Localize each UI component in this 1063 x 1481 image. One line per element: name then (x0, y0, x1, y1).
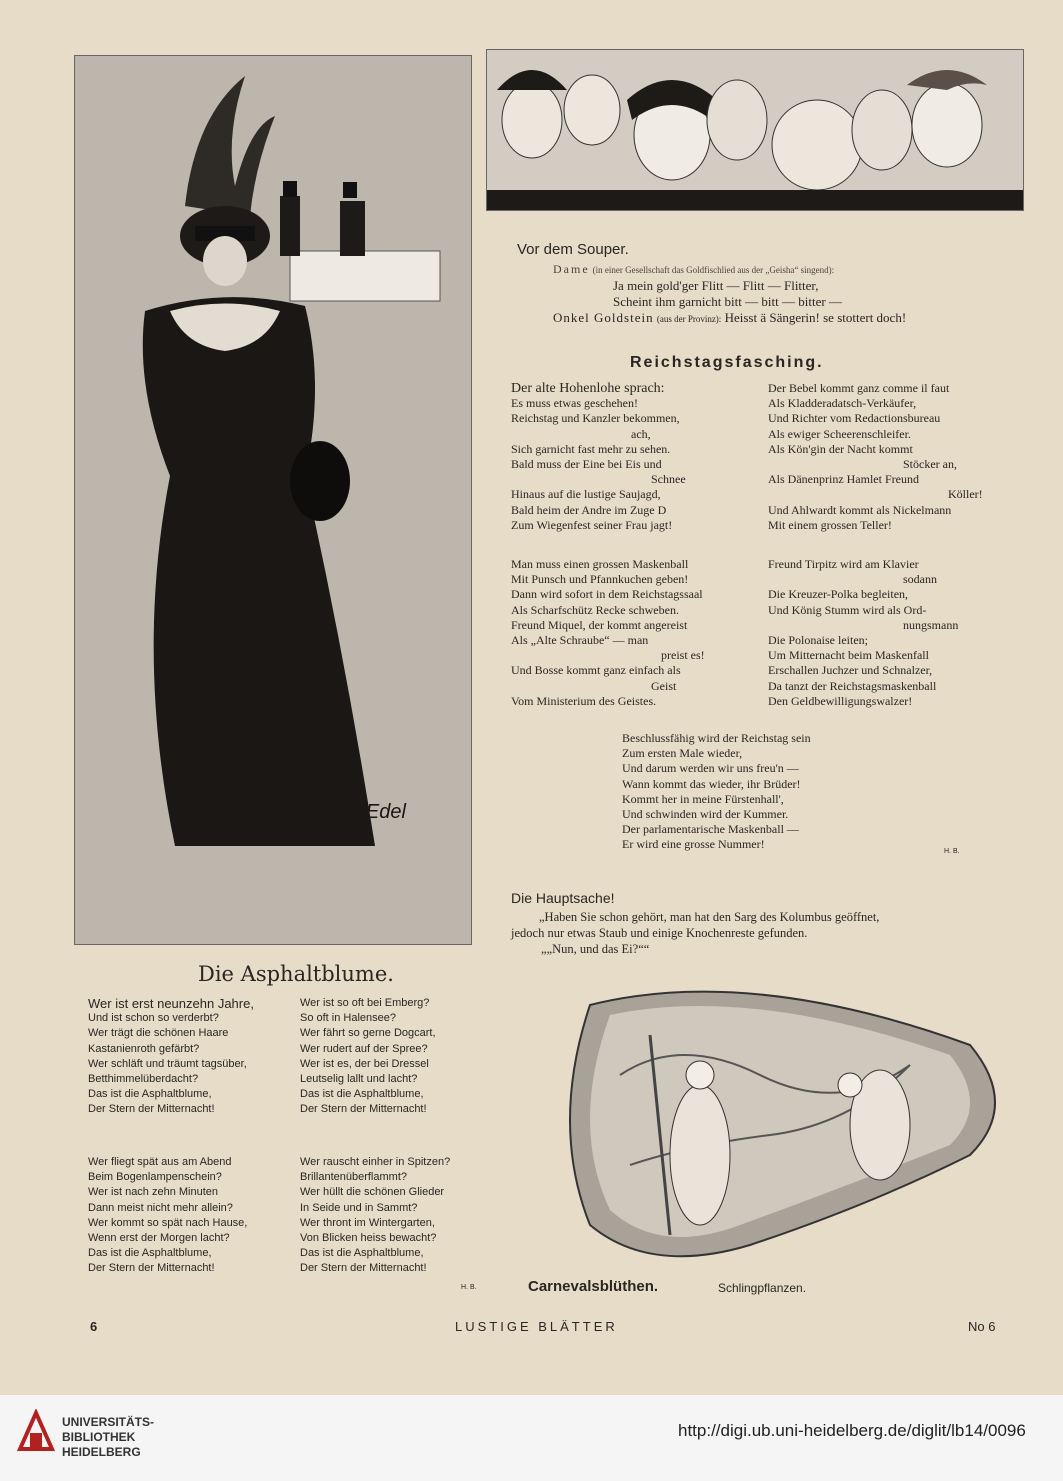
asphaltblume-title: Die Asphaltblume. (198, 962, 394, 986)
reichstag-col2 (768, 381, 1008, 533)
asphaltblume-signature: H. B. (461, 1284, 477, 1291)
verse-line: Beim Bogenlampenschein? (88, 1171, 222, 1184)
verse-line: Wer thront im Wintergarten, (300, 1216, 435, 1229)
asphaltblume-col2 (300, 996, 490, 1118)
verse-line: preist es! (661, 648, 705, 663)
verse-line: Man muss einen grossen Maskenball (511, 557, 689, 571)
verse-line: Der Stern der Mitternacht! (88, 1262, 215, 1275)
verse-line: Wann kommt das wieder, ihr Brüder! (622, 776, 801, 791)
verse-line: Wer trägt die schönen Haare (88, 1027, 229, 1040)
verse-line: Erschallen Juchzer und Schnalzer, (768, 663, 933, 678)
reichstag-signature: H. B. (944, 848, 960, 855)
verse-line: Bald muss der Eine bei Eis und (511, 456, 662, 471)
asphaltblume-col2b (300, 1155, 490, 1277)
permalink-url[interactable]: http://digi.ub.uni-heidelberg.de/diglit/lb14/0096 (678, 1421, 1026, 1440)
lady-illustration (74, 55, 472, 945)
faces-illustration (486, 49, 1024, 211)
verse-line: Kommt her in meine Fürstenhall', (622, 791, 784, 806)
reichstag-title: Reichstagsfasching. (630, 354, 824, 371)
onkel-note: (aus der Provinz): (656, 314, 722, 324)
verse-line: Der alte Hohenlohe sprach: (511, 381, 665, 396)
verse-line: Vom Ministerium des Geistes. (511, 693, 657, 708)
verse-line: Der Stern der Mitternacht! (88, 1103, 215, 1116)
verse-line: nungsmann (903, 617, 959, 632)
verse-line: Als Kladderadatsch-Verkäufer, (768, 396, 917, 411)
page-number-right: No 6 (968, 1319, 996, 1334)
verse-line: Es muss etwas geschehen! (511, 396, 638, 411)
verse-line: Und Ahlwardt kommt als Nickelmann (768, 502, 952, 517)
reichstag-col1b (511, 557, 756, 709)
asphaltblume-col1 (88, 996, 288, 1118)
verse-line: Das ist die Asphaltblume, (300, 1247, 424, 1260)
verse-line: Reichstag und Kanzler bekommen, (511, 411, 680, 426)
onkel-label: Onkel Goldstein (553, 310, 654, 325)
reichstag-final-stanza (622, 731, 942, 853)
verse-line: Von Blicken heiss bewacht? (300, 1231, 437, 1244)
verse-line: Schnee (651, 472, 686, 487)
verse-line: Geist (651, 678, 677, 693)
verse-line: Der parlamentarische Maskenball — (622, 822, 799, 837)
verse-line: So oft in Halensee? (300, 1012, 397, 1025)
verse-line: Zum ersten Male wieder, (622, 746, 743, 761)
verse-line: Hinaus auf die lustige Saujagd, (511, 487, 661, 502)
souper-onkel-line (553, 310, 1013, 326)
crowd-faces-drawing-icon (487, 50, 1023, 210)
verse-line: Als ewiger Scheerenschleifer. (768, 426, 911, 441)
souper-heading: Vor dem Souper. (517, 241, 629, 258)
verse-line: Die Kreuzer-Polka begleiten, (768, 587, 909, 602)
verse-line: Wer ist erst neunzehn Jahre, (88, 996, 254, 1011)
page-number-left: 6 (90, 1319, 98, 1334)
masthead: LUSTIGE BLÄTTER (455, 1319, 618, 1334)
verse-line: Bald heim der Andre im Zuge D (511, 502, 667, 517)
library-logo-icon (16, 1409, 56, 1457)
verse-line: Wer fliegt spät aus am Abend (88, 1156, 232, 1168)
onkel-text: Heisst ä Sängerin! se stottert doch! (724, 310, 907, 325)
souper-song-line-1: Ja mein gold'ger Flitt — Flitt — Flitter, (613, 278, 819, 293)
verse-line: Der Bebel kommt ganz comme il faut (768, 381, 950, 395)
carneval-illustration (550, 975, 1020, 1275)
verse-line: Die Polonaise leiten; (768, 632, 868, 647)
carneval-subtitle: Schlingpflanzen. (718, 1281, 807, 1295)
verse-line: sodann (903, 572, 937, 587)
dame-label: Dame (553, 262, 590, 276)
verse-line: Mit Punsch und Pfannkuchen geben! (511, 572, 689, 587)
verse-line: Das ist die Asphaltblume, (300, 1088, 424, 1101)
hauptsache-line-3: „„Nun, und das Ei?““ (541, 942, 650, 956)
verse-line: Das ist die Asphaltblume, (88, 1088, 212, 1101)
verse-line: Stöcker an, (903, 456, 957, 471)
reichstag-col2b (768, 557, 1008, 709)
verse-line: Köller! (948, 487, 983, 502)
verse-line: Wer ist es, der bei Dressel (300, 1057, 429, 1070)
verse-line: Wer ist nach zehn Minuten (88, 1186, 219, 1199)
verse-line: Der Stern der Mitternacht! (300, 1262, 427, 1275)
verse-line: Wer hüllt die schönen Glieder (300, 1186, 445, 1199)
verse-line: Wer rauscht einher in Spitzen? (300, 1156, 451, 1168)
hauptsache-line-1: „Haben Sie schon gehört, man hat den Sarg des Kolumbus geöffnet, (539, 910, 880, 924)
asphaltblume-col1b (88, 1155, 288, 1277)
verse-line: Brillantenüberflammt? (300, 1171, 407, 1184)
reichstag-col1 (511, 381, 756, 533)
verse-line: Mit einem grossen Teller! (768, 517, 892, 532)
verse-line: In Seide und in Sammt? (300, 1201, 418, 1214)
verse-line: Und schwinden wird der Kummer. (622, 806, 789, 821)
verse-line: Und Bosse kommt ganz einfach als (511, 663, 681, 678)
verse-line: Kastanienroth gefärbt? (88, 1042, 200, 1055)
verse-line: Das ist die Asphaltblume, (88, 1247, 212, 1260)
verse-line: Um Mitternacht beim Maskenfall (768, 648, 929, 663)
logo-line-2: BIBLIOTHEK (62, 1430, 136, 1444)
verse-line: Da tanzt der Reichstagsmaskenball (768, 678, 937, 693)
carneval-title: Carnevalsblüthen. (528, 1278, 659, 1295)
dame-note: (in einer Gesellschaft das Goldfischlied aus der „Geisha“ singend): (592, 265, 835, 275)
verse-line: Er wird eine grosse Nummer! (622, 837, 765, 852)
verse-line: Beschlussfähig wird der Reichstag sein (622, 731, 811, 745)
verse-line: Den Geldbewilligungswalzer! (768, 693, 913, 708)
verse-line: Freund Tirpitz wird am Klavier (768, 557, 919, 571)
verse-line: Freund Miquel, der kommt angereist (511, 617, 688, 632)
verse-line: Als „Alte Schraube“ — man (511, 632, 649, 647)
verse-line: Und König Stumm wird als Ord- (768, 602, 927, 617)
verse-line: Und darum werden wir uns freu'n — (622, 761, 799, 776)
verse-line: Als Scharfschütz Recke schweben. (511, 602, 679, 617)
verse-line: Sich garnicht fast mehr zu sehen. (511, 441, 671, 456)
logo-line-1: UNIVERSITÄTS- (62, 1415, 155, 1429)
verse-line: Wer schläft und träumt tagsüber, (88, 1057, 247, 1070)
verse-line: Zum Wiegenfest seiner Frau jagt! (511, 517, 673, 532)
dancing-figures-drawing-icon (550, 975, 1020, 1275)
verse-line: Leutselig lallt und lacht? (300, 1072, 418, 1085)
verse-line: Der Stern der Mitternacht! (300, 1103, 427, 1116)
verse-line: Als Dänenprinz Hamlet Freund (768, 472, 919, 487)
verse-line: Wer fährt so gerne Dogcart, (300, 1027, 436, 1040)
verse-line: Betthimmelüberdacht? (88, 1072, 199, 1085)
logo-line-3: HEIDELBERG (62, 1445, 141, 1459)
hauptsache-line-2: jedoch nur etwas Staub und einige Knochenreste gefunden. (511, 926, 808, 940)
verse-line: Als Kön'gin der Nacht kommt (768, 441, 913, 456)
illustration-signature: E Edel (347, 801, 406, 823)
hauptsache-heading: Die Hauptsache! (511, 890, 615, 906)
verse-line: Dann meist nicht mehr allein? (88, 1201, 233, 1214)
verse-line: Wer rudert auf der Spree? (300, 1042, 428, 1055)
lady-with-mask-drawing-icon (75, 56, 471, 944)
verse-line: Wer ist so oft bei Emberg? (300, 997, 430, 1009)
verse-line: ach, (631, 426, 651, 441)
library-footer (0, 1395, 1063, 1481)
souper-dame-line (553, 262, 1013, 277)
verse-line: Und ist schon so verderbt? (88, 1012, 219, 1025)
verse-line: Dann wird sofort in dem Reichstagssaal (511, 587, 703, 602)
souper-song-line-2: Scheint ihm garnicht bitt — bitt — bitter — (613, 294, 842, 309)
verse-line: Wenn erst der Morgen lacht? (88, 1231, 230, 1244)
verse-line: Wer kommt so spät nach Hause, (88, 1216, 248, 1229)
verse-line: Und Richter vom Redactionsbureau (768, 411, 941, 426)
